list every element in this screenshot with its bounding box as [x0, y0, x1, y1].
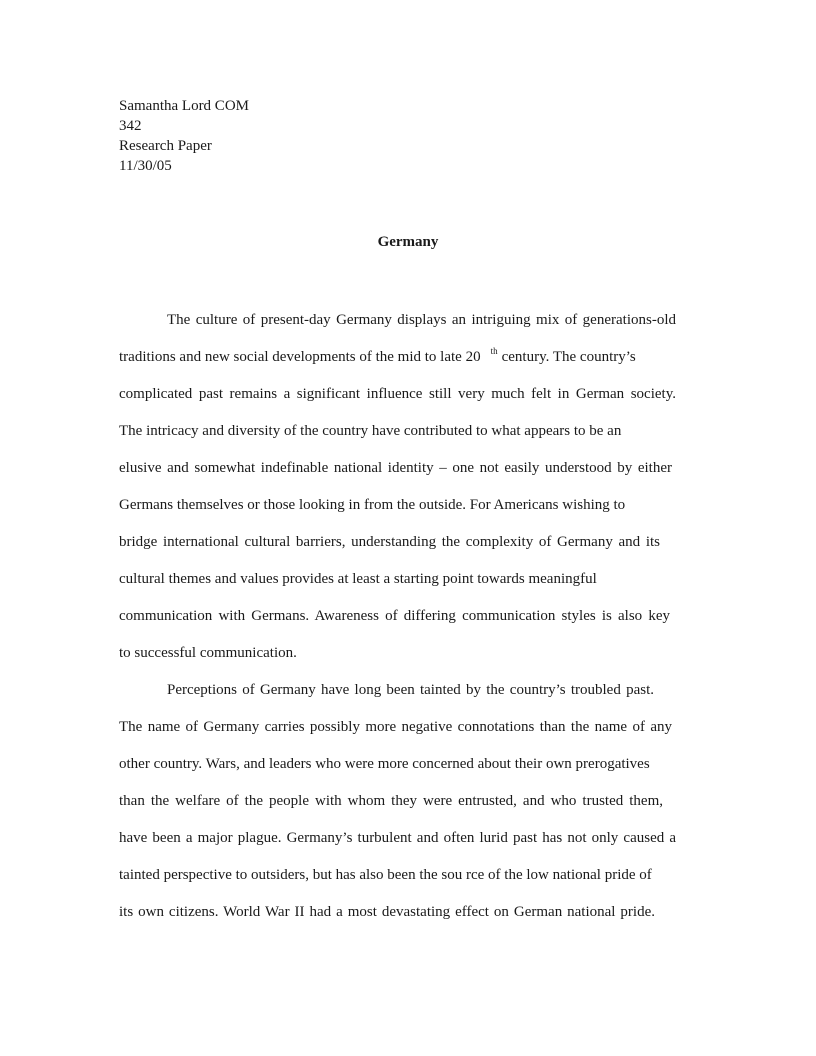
body-line: bridge international cultural barriers, understanding the complexity of Germany and its	[119, 534, 660, 550]
body-line: cultural themes and values provides at least a starting point towards meaningful	[119, 571, 597, 587]
paper-title: Germany	[377, 234, 439, 250]
body-line: have been a major plague. Germany’s turbulent and often lurid past has not only caused a	[119, 830, 676, 846]
body-line: other country. Wars, and leaders who were more concerned about their own prerogatives	[119, 756, 650, 772]
date-line: 11/30/05	[119, 158, 172, 174]
paper-type-line: Research Paper	[119, 138, 212, 154]
body-line: communication with Germans. Awareness of differing communication styles is also key	[119, 608, 670, 624]
course-number-line: 342	[119, 118, 142, 134]
author-header	[119, 96, 249, 176]
author-course-line: Samantha Lord COM	[119, 98, 249, 114]
body-line: tainted perspective to outsiders, but has also been the sou rce of the low national pride of	[119, 867, 652, 883]
body-line: than the welfare of the people with whom they were entrusted, and who trusted them,	[119, 793, 663, 809]
body-line: Perceptions of Germany have long been tainted by the country’s troubled past.	[167, 682, 654, 698]
body-line: The intricacy and diversity of the country have contributed to what appears to be an	[119, 423, 622, 439]
body-line: its own citizens. World War II had a most devastating effect on German national pride.	[119, 904, 655, 920]
body-text: century. The country’s	[501, 349, 636, 365]
body-line: The culture of present-day Germany displays an intriguing mix of generations-old	[167, 312, 676, 328]
body-line: complicated past remains a significant influence still very much felt in German society.	[119, 386, 676, 402]
body-line: Germans themselves or those looking in from the outside. For Americans wishing to	[119, 497, 626, 513]
body-line: The name of Germany carries possibly more negative connotations than the name of any	[119, 719, 672, 735]
body-line: to successful communication.	[119, 645, 297, 661]
body-text: traditions and new social developments of the mid to late 20	[119, 349, 481, 365]
superscript-ordinal: th	[490, 346, 498, 356]
body-line: elusive and somewhat indefinable national identity – one not easily understood by either	[119, 460, 672, 476]
body-line	[119, 347, 676, 368]
